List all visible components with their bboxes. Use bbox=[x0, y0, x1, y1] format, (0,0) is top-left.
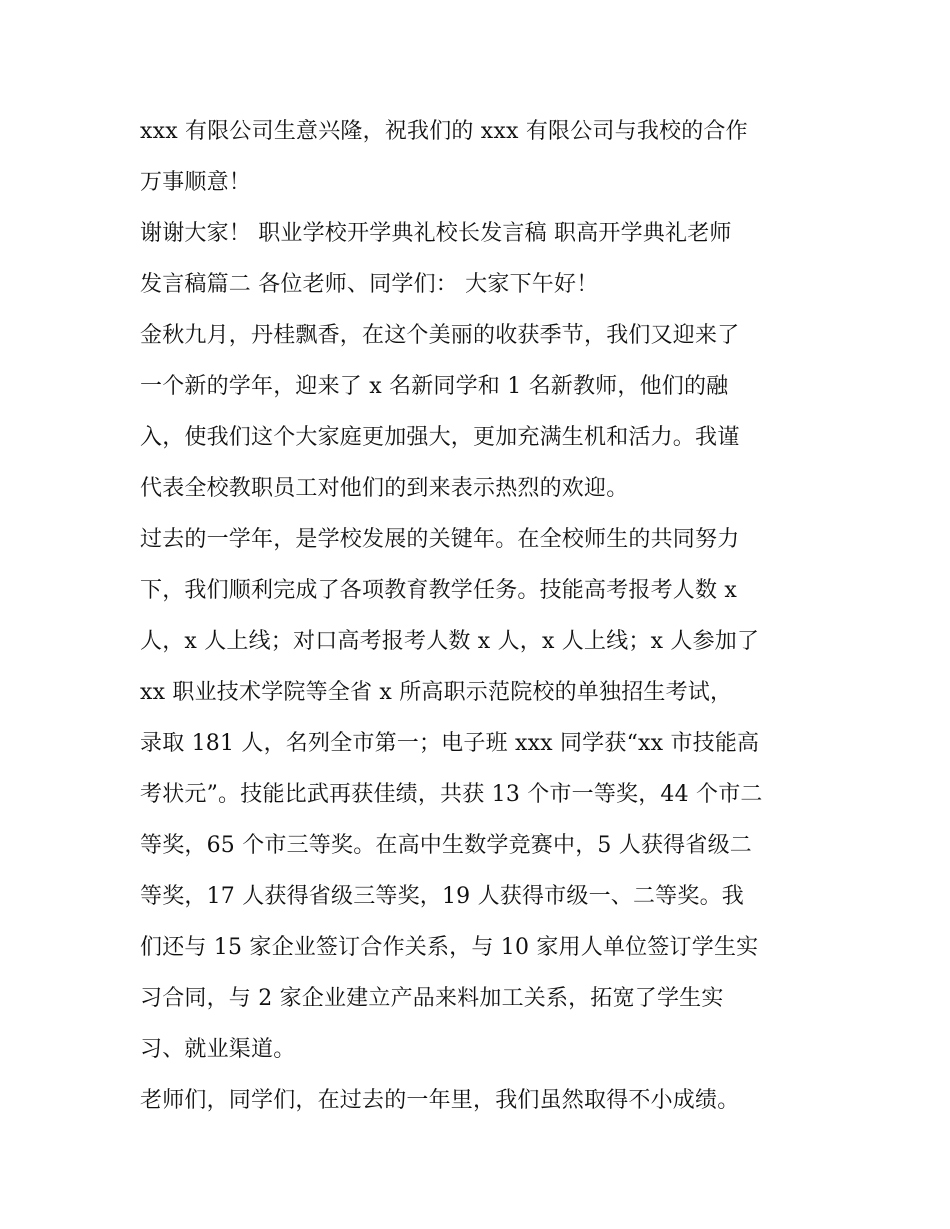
text-line-15: 等奖，65 个市三等奖。在高中生数学竞赛中，5 人获得省级二 bbox=[140, 833, 752, 858]
text-line-14: 考状元”。技能比武再获佳绩，共获 13 个市一等奖，44 个市二 bbox=[140, 782, 763, 807]
text-line-13: 录取 181 人，名列全市第一；电子班 xxx 同学获“xx 市技能高 bbox=[140, 731, 760, 756]
text-line-4: 发言稿篇二 各位老师、同学们： 大家下午好！ bbox=[140, 272, 599, 297]
text-line-1: xxx 有限公司生意兴隆，祝我们的 xxx 有限公司与我校的合作 bbox=[140, 119, 748, 144]
text-line-8: 代表全校教职员工对他们的到来表示热烈的欢迎。 bbox=[140, 476, 629, 501]
text-line-5: 金秋九月，丹桂飘香，在这个美丽的收获季节，我们又迎来了 bbox=[140, 323, 740, 348]
text-line-9: 过去的一学年，是学校发展的关键年。在全校师生的共同努力 bbox=[140, 527, 740, 552]
document-body bbox=[140, 106, 830, 1126]
text-line-19: 习、就业渠道。 bbox=[140, 1037, 296, 1062]
text-line-3: 谢谢大家！ 职业学校开学典礼校长发言稿 职高开学典礼老师 bbox=[140, 221, 732, 246]
text-line-10: 下，我们顺利完成了各项教育教学任务。技能高考报考人数 x bbox=[140, 578, 738, 603]
text-line-11: 人，x 人上线；对口高考报考人数 x 人，x 人上线；x 人参加了 bbox=[140, 629, 760, 654]
text-line-7: 入，使我们这个大家庭更加强大，更加充满生机和活力。我谨 bbox=[140, 425, 740, 450]
text-line-6: 一个新的学年，迎来了 x 名新同学和 1 名新教师，他们的融 bbox=[140, 374, 729, 399]
text-line-18: 习合同，与 2 家企业建立产品来料加工关系，拓宽了学生实 bbox=[140, 986, 724, 1011]
text-line-2: 万事顺意！ bbox=[140, 170, 252, 195]
text-line-12: xx 职业技术学院等全省 x 所高职示范院校的单独招生考试， bbox=[140, 680, 733, 705]
text-line-16: 等奖，17 人获得省级三等奖，19 人获得市级一、二等奖。我 bbox=[140, 884, 744, 909]
text-line-17: 们还与 15 家企业签订合作关系，与 10 家用人单位签订学生实 bbox=[140, 935, 759, 960]
text-line-20: 老师们，同学们，在过去的一年里，我们虽然取得不小成绩。 bbox=[140, 1088, 740, 1113]
